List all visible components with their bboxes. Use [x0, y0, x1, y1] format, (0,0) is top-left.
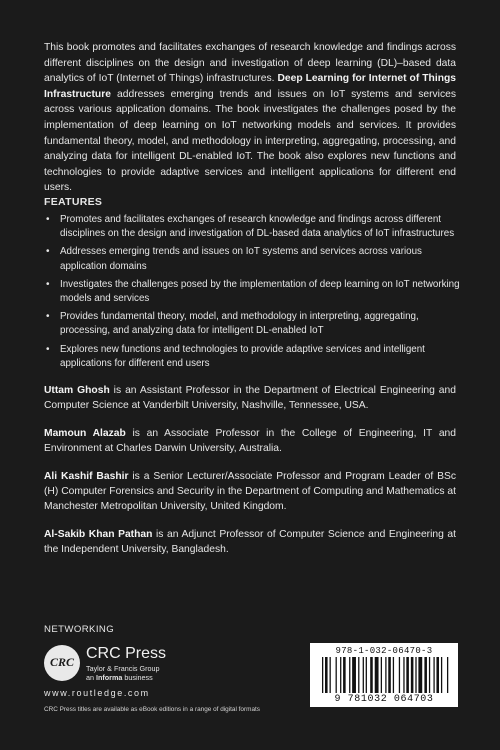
feature-text: Addresses emerging trends and issues on IoT systems and services across various application domains: [60, 246, 422, 272]
author-name: Mamoun Alazab: [44, 427, 126, 439]
crc-logo-text: CRC: [49, 655, 74, 669]
ean-number: 9 781032 064703: [334, 694, 434, 705]
barcode-bar: [358, 657, 359, 693]
barcode-bar: [441, 657, 442, 693]
bullet-icon: •: [46, 214, 50, 225]
author-name: Ali Kashif Bashir: [44, 470, 129, 482]
isbn-barcode: [310, 643, 458, 707]
publisher-tagline: [86, 673, 153, 682]
barcode-bar: [406, 657, 409, 693]
tagline-an: an: [86, 673, 96, 682]
barcode-bar: [429, 657, 430, 693]
tagline-informa: Informa: [96, 673, 123, 682]
feature-item: [44, 343, 464, 371]
barcode-bar: [366, 657, 367, 693]
barcode-bar: [336, 657, 337, 693]
barcode-bar: [393, 657, 394, 693]
barcode-bar: [322, 657, 323, 693]
publisher-name: CRC Press: [86, 645, 167, 662]
barcode-bar: [418, 657, 422, 693]
barcode-bar: [381, 657, 382, 693]
barcode-bar: [375, 657, 379, 693]
barcode-bar: [433, 657, 434, 693]
feature-text: Investigates the challenges posed by the implementation of deep learning on IoT networking models and services: [60, 278, 460, 305]
intro-text-1: This book promotes and facilitates exchanges of research knowledge and findings across different disciplines on the design and investigation of deep learning (DL)–based data analytics of IoT (Internet of Things) infrastructures.: [44, 42, 456, 85]
publisher-url: www.routledge.com: [44, 688, 150, 698]
barcode-bar: [388, 657, 391, 693]
feature-item: [44, 278, 464, 306]
author-name: Uttam Ghosh: [44, 385, 110, 396]
feature-text: Explores new functions and technologies to provide adaptive services and intelligent applications for different end users: [60, 343, 425, 369]
intro-text-2: addresses emerging trends and issues on IoT systems and services across various application domains. The book investigates the challenges posed by the implementation of deep learning on IoT networking models and services. It provides fundamental theory, model, and methodology in interpreting, aggregating, processing, and analyzing data for intelligent DL-enabled IoT. The book also explores new functions and technologies to provide adaptive services and intelligent applications for different end users.: [44, 88, 456, 194]
isbn-number: 978-1-032-06470-3: [335, 646, 433, 656]
barcode-bar: [325, 657, 328, 693]
bullet-icon: •: [46, 246, 50, 258]
feature-item: [44, 213, 464, 241]
intro-paragraph: [44, 40, 456, 196]
barcode-bar: [415, 657, 416, 693]
bullet-icon: •: [46, 343, 50, 355]
author-bio: [44, 426, 456, 457]
subject-category: NETWORKING: [44, 624, 115, 635]
publisher-group: Taylor & Francis Group: [86, 664, 160, 673]
barcode-bar: [385, 657, 386, 693]
author-bio: [44, 527, 456, 558]
barcode-bar: [370, 657, 373, 693]
crc-logo-icon: [44, 645, 80, 681]
author-description: is an Adjunct Professor of Computer Science and Engineering at the Independent University, Bangladesh.: [44, 528, 456, 556]
barcode-bar: [352, 657, 356, 693]
features-heading: FEATURES: [44, 196, 103, 208]
barcode-bar: [399, 657, 400, 693]
feature-text: Promotes and facilitates exchanges of research knowledge and findings across different disciplines on the design and investigation of DL-based data analytics of IoT infrastructures: [60, 214, 455, 240]
barcode-bar: [447, 657, 448, 693]
barcode-bar: [363, 657, 364, 693]
publisher-logo: [44, 645, 244, 685]
author-bio: [44, 469, 456, 515]
feature-text: Provides fundamental theory, model, and methodology in interpreting, aggregating, processing, and analyzing data for intelligent DL-enabled IoT: [60, 311, 419, 337]
barcode-bar: [403, 657, 404, 693]
barcode-bar: [340, 657, 341, 693]
barcode-bar: [349, 657, 350, 693]
barcode-bar: [424, 657, 427, 693]
author-description: is a Senior Lecturer/Associate Professor and Program Leader of BSc (H) Computer Forensics and Security in the Department of Computing and Mathematics at Manchester Metropolitan University, United Kingdom.: [44, 470, 456, 513]
feature-item: [44, 310, 464, 338]
barcode-bar: [343, 657, 346, 693]
author-bio: [44, 383, 456, 414]
barcode-bar: [411, 657, 414, 693]
tagline-business: business: [122, 673, 153, 682]
ebook-note: CRC Press titles are available as eBook editions in a range of digital formats: [44, 706, 260, 713]
author-name: Al-Sakib Khan Pathan: [44, 528, 153, 540]
bullet-icon: •: [46, 278, 50, 290]
author-bios: [44, 383, 456, 570]
author-description: is an Assistant Professor in the Department of Electrical Engineering and Computer Science at Vanderbilt University, Nashville, Tennessee, USA.: [44, 385, 456, 412]
bullet-icon: •: [46, 311, 50, 323]
barcode-bars: [322, 657, 450, 693]
barcode-bar: [330, 657, 331, 693]
feature-item: [44, 245, 464, 273]
author-description: is an Associate Professor in the College of Engineering, IT and Environment at Charles Darwin University, Australia.: [44, 427, 456, 455]
book-title: Deep Learning for Internet of Things Infrastructure: [44, 73, 457, 100]
barcode-bar: [436, 657, 439, 693]
features-list: [44, 213, 464, 375]
